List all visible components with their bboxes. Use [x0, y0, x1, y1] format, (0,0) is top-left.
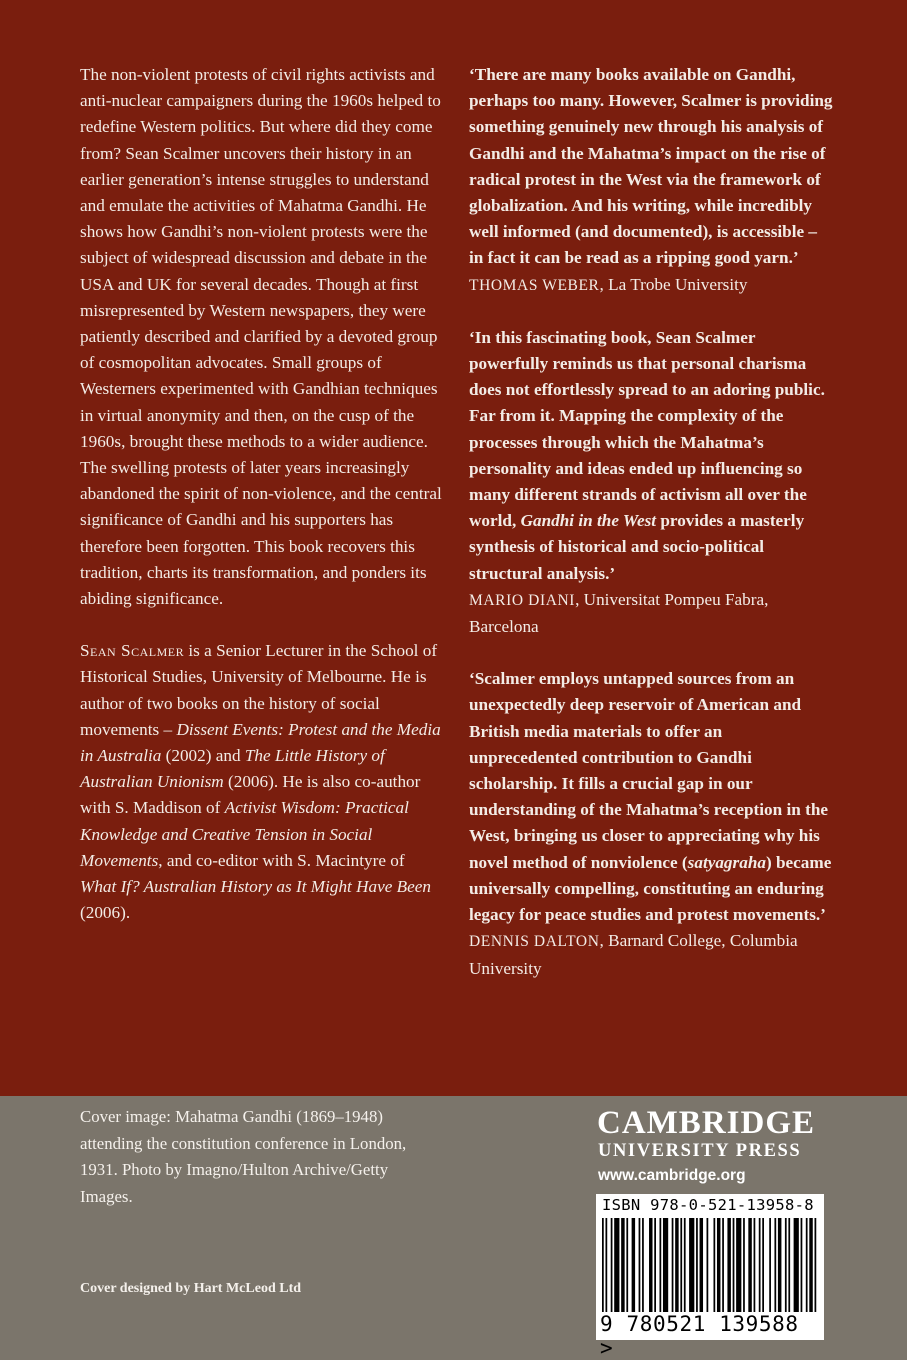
reviewer-affiliation: , Barnard College, Columbia University [469, 931, 798, 978]
reviewer-name: MARIO DIANI [469, 591, 576, 609]
reviewer-affiliation: , La Trobe University [599, 274, 748, 294]
reviewer-name: DENNIS DALTON [469, 933, 600, 951]
book-description: The non-violent protests of civil rights activists and anti-nuclear campaigners during the 1960s helped to redefine Western politics. But where did they come from? Sean Scalmer uncovers their history in an earlier generation’s intense struggles to understand and emulate the activities of Mahatma Gandhi. He shows how Gandhi’s non-violent protests were the subject of widespread discussion and debate in the USA and UK for several decades. Though at first misrepresented by Western newspapers, they were patiently described and clarified by a devoted group of cosmopolitan advocates. Small groups of Westerners experimented with Gandhian techniques in virtual anonymity and then, on the cusp of the 1960s, brought these methods to a wider audience. The swelling protests of later years increasingly abandoned the spirit of non-violence, and the central significance of Gandhi and his supporters has therefore been forgotten. This book recovers this tradition, charts its transformation, and ponders its abiding significance. [80, 65, 442, 609]
review-quote: ‘There are many books available on Gandhi, perhaps too many. However, Scalmer is providing something genuinely new through his analysis of Gandhi and the Mahatma’s impact on the rise of radical protest in the West via the framework of globalization. And his writing, while incredibly well informed (and documented), is accessible – in fact it can be read as a ripping good yarn.’ [469, 65, 833, 268]
ean-digits: 9 780521 139588 > [600, 1312, 799, 1360]
barcode-icon [602, 1218, 818, 1312]
reviewer-affiliation: , Universitat Pompeu Fabra, Barcelona [469, 589, 769, 637]
cover-image-credit: Cover image: Mahatma Gandhi (1869–1948) attending the constitution conference in London, 1931. Photo by Imagno/Hulton Archive/Getty Images. [80, 1107, 407, 1206]
review-quote: ‘Scalmer employs untapped sources from an unexpectedly deep reservoir of American and British media materials to offer an unprecedented contribution to Gandhi scholarship. It fills a crucial gap in our understanding of the Mahatma’s reception in the West, bringing us closer to appreciating why his novel method of nonviolence (satyagraha) became universally compelling, constituting an enduring legacy for peace studies and protest movements.’ [469, 669, 832, 925]
book-title: Gandhi in the West [520, 511, 657, 531]
publisher-url: www.cambridge.org [598, 1167, 746, 1184]
book-title: The Little History of Australian Unionism [80, 746, 385, 792]
review-attribution [469, 928, 834, 981]
isbn-label: ISBN 978-0-521-13958-8 [602, 1196, 814, 1214]
reviewer-name: THOMAS WEBER [469, 276, 600, 294]
publisher-logo-name: CAMBRIDGE [597, 1105, 816, 1141]
left-column [80, 62, 445, 927]
barcode-panel [596, 1194, 824, 1360]
author-name: Sean Scalmer [80, 641, 185, 661]
review-quote: ‘In this fascinating book, Sean Scalmer powerfully reminds us that personal charisma does not effortlessly spread to an adoring public. Far from it. Mapping the complexity of the processes through which the Mahatma’s personality and ideas ended up influencing so many different strands of activism all over the world, Gandhi in the West provides a masterly synthesis of historical and socio-political structural analysis.’ [469, 327, 825, 583]
author-bio: Sean Scalmer is a Senior Lecturer in the School of Historical Studies, University of Melbourne. He is author of two books on the history of social movements – Dissent Events: Protest and the Media in Australia (2002) and The Little History of Australian Unionism (2006). He is also co-author with S. Maddison of Activist Wisdom: Practical Knowledge and Creative Tension in Social Movements, and co-editor with S. Macintyre of What If? Australian History as It Might Have Been (2006). [80, 641, 441, 923]
cover-designer-credit: Cover designed by Hart McLeod Ltd [80, 1281, 302, 1296]
book-title: Dissent Events: Protest and the Media in Australia [80, 719, 441, 766]
review-attribution [469, 272, 834, 299]
review-attribution [469, 587, 834, 640]
publisher-logo-subtitle: UNIVERSITY PRESS [598, 1141, 802, 1161]
book-title: Activist Wisdom: Practical Knowledge and Creative Tension in Social Movements [80, 798, 409, 870]
term: satyagraha [687, 852, 766, 872]
right-column [469, 62, 834, 982]
book-title: What If? Australian History as It Might Have Been [80, 877, 432, 897]
